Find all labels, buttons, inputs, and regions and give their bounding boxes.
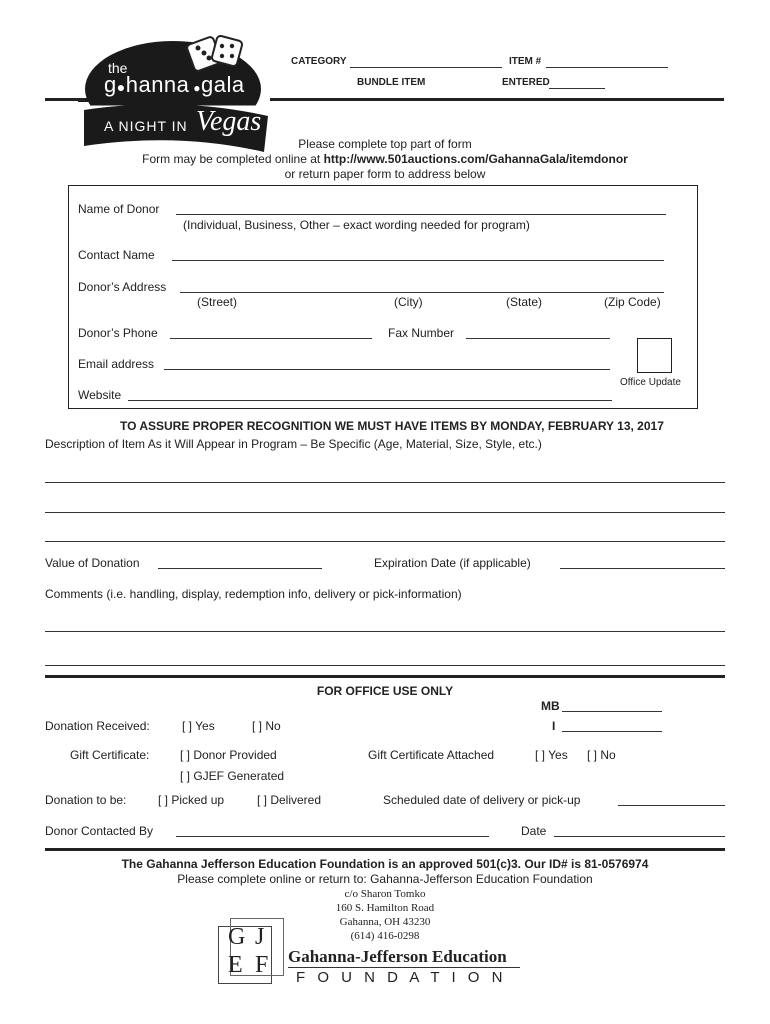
logo-name-hanna: hanna xyxy=(125,72,190,97)
header-rule-left xyxy=(45,98,85,101)
address-zip-label: (Zip Code) xyxy=(604,295,661,309)
mb-label: MB xyxy=(541,699,560,713)
donor-phone-field[interactable] xyxy=(170,338,372,339)
gjef-logo-e: E xyxy=(228,952,243,978)
gjef-logo-f: F xyxy=(255,952,269,978)
bundle-label: BUNDLE ITEM xyxy=(357,77,426,88)
gjef-logo xyxy=(218,918,288,984)
comments-line-2[interactable] xyxy=(45,665,725,666)
picked-up-checkbox[interactable]: [ ] Picked up xyxy=(158,793,225,807)
donor-contacted-label: Donor Contacted By xyxy=(45,824,154,838)
entered-label: ENTERED xyxy=(502,77,550,88)
address-line-3: Gahanna, OH 43230 xyxy=(339,916,431,928)
value-field[interactable] xyxy=(158,568,322,569)
donor-address-field[interactable] xyxy=(180,292,664,293)
logo-vegas: Vegas xyxy=(196,106,262,137)
intro-line2-prefix: Form may be completed online at xyxy=(142,152,324,166)
logo-dot-icon: ● xyxy=(189,81,201,95)
office-rule xyxy=(45,675,725,678)
org-name-rule xyxy=(288,967,520,968)
header-rule-right xyxy=(270,98,724,101)
item-field[interactable] xyxy=(546,67,668,68)
donor-address-label: Donor’s Address xyxy=(78,280,167,294)
comments-line-1[interactable] xyxy=(45,631,725,632)
donor-phone-label: Donor’s Phone xyxy=(78,326,158,340)
description-line-1[interactable] xyxy=(45,482,725,483)
paw-icon: ● xyxy=(116,79,126,95)
address-line-2: 160 S. Hamilton Road xyxy=(335,902,435,914)
scheduled-date-label: Scheduled date of delivery or pick-up xyxy=(383,793,581,807)
address-state-label: (State) xyxy=(506,295,543,309)
intro-line3: or return paper form to address below xyxy=(284,167,486,181)
intro-line1: Please complete top part of form xyxy=(298,137,472,151)
address-block xyxy=(285,887,485,943)
i-field[interactable] xyxy=(562,731,662,732)
gift-attached-label: Gift Certificate Attached xyxy=(368,748,495,762)
org-name: Gahanna-Jefferson Education xyxy=(288,947,507,966)
email-label: Email address xyxy=(78,357,155,371)
gjef-generated-checkbox[interactable]: [ ] GJEF Generated xyxy=(180,769,285,783)
gjef-logo-g: G xyxy=(228,924,246,950)
received-yes-checkbox[interactable]: [ ] Yes xyxy=(182,719,215,733)
donation-to-be-label: Donation to be: xyxy=(45,793,127,807)
logo-night-in: A NIGHT IN xyxy=(104,118,188,134)
description-line-2[interactable] xyxy=(45,512,725,513)
intro-url-link[interactable]: http://www.501auctions.com/GahannaGala/itemdonor xyxy=(323,152,628,166)
address-line-1: c/o Sharon Tomko xyxy=(344,888,426,900)
gift-certificate-label: Gift Certificate: xyxy=(70,748,150,762)
footer-rule xyxy=(45,848,725,851)
value-label: Value of Donation xyxy=(45,556,140,570)
email-field[interactable] xyxy=(164,369,610,370)
address-city-label: (City) xyxy=(394,295,423,309)
date-field[interactable] xyxy=(554,836,725,837)
expiration-field[interactable] xyxy=(560,568,725,569)
expiration-label: Expiration Date (if applicable) xyxy=(374,556,531,570)
footer-return-line: Please complete online or return to: Gahanna-Jefferson Education Foundation xyxy=(177,872,593,886)
delivered-checkbox[interactable]: [ ] Delivered xyxy=(257,793,322,807)
scheduled-date-field[interactable] xyxy=(618,805,725,806)
logo-name-g: g xyxy=(104,72,117,97)
logo-name xyxy=(104,72,245,98)
description-label: Description of Item As it Will Appear in Program – Be Specific (Age, Material, Size, Style, etc.) xyxy=(45,437,542,451)
logo-name-gala: gala xyxy=(201,72,245,97)
footer-statement: The Gahanna Jefferson Education Foundation is an approved 501(c)3. Our ID# is 81-0576974 xyxy=(121,857,649,871)
i-label: I xyxy=(552,719,556,733)
contact-name-field[interactable] xyxy=(172,260,664,261)
received-no-checkbox[interactable]: [ ] No xyxy=(252,719,281,733)
office-update-checkbox[interactable] xyxy=(637,338,672,373)
donor-provided-checkbox[interactable]: [ ] Donor Provided xyxy=(180,748,277,762)
fax-number-label: Fax Number xyxy=(388,326,455,340)
donation-received-label: Donation Received: xyxy=(45,719,150,733)
office-update-label: Office Update xyxy=(620,377,681,388)
category-field[interactable] xyxy=(350,67,502,68)
donor-name-hint: (Individual, Business, Other – exact wording needed for program) xyxy=(183,218,530,232)
office-use-title: FOR OFFICE USE ONLY xyxy=(316,684,454,698)
description-line-3[interactable] xyxy=(45,541,725,542)
address-street-label: (Street) xyxy=(197,295,238,309)
contact-name-label: Contact Name xyxy=(78,248,155,262)
date-label: Date xyxy=(521,824,547,838)
logo-the: the xyxy=(108,60,128,76)
attached-no-checkbox[interactable]: [ ] No xyxy=(587,748,616,762)
comments-label: Comments (i.e. handling, display, redemption info, delivery or pick-information) xyxy=(45,587,462,601)
website-field[interactable] xyxy=(128,400,612,401)
entered-field[interactable] xyxy=(549,88,605,89)
item-label: ITEM # xyxy=(509,56,542,67)
attached-yes-checkbox[interactable]: [ ] Yes xyxy=(535,748,568,762)
gjef-logo-j: J xyxy=(255,924,265,950)
website-label: Website xyxy=(78,388,122,402)
category-label: CATEGORY xyxy=(291,56,347,67)
fax-number-field[interactable] xyxy=(466,338,610,339)
intro-line2 xyxy=(0,152,770,166)
donor-name-field[interactable] xyxy=(176,214,666,215)
donor-name-label: Name of Donor xyxy=(78,202,160,216)
recognition-deadline: TO ASSURE PROPER RECOGNITION WE MUST HAVE ITEMS BY MONDAY, FEBRUARY 13, 2017 xyxy=(120,419,664,433)
mb-field[interactable] xyxy=(562,711,662,712)
address-line-4: (614) 416-0298 xyxy=(350,930,420,942)
donor-contacted-field[interactable] xyxy=(176,836,489,837)
foundation-word: F O U N D A T I O N xyxy=(296,969,507,986)
